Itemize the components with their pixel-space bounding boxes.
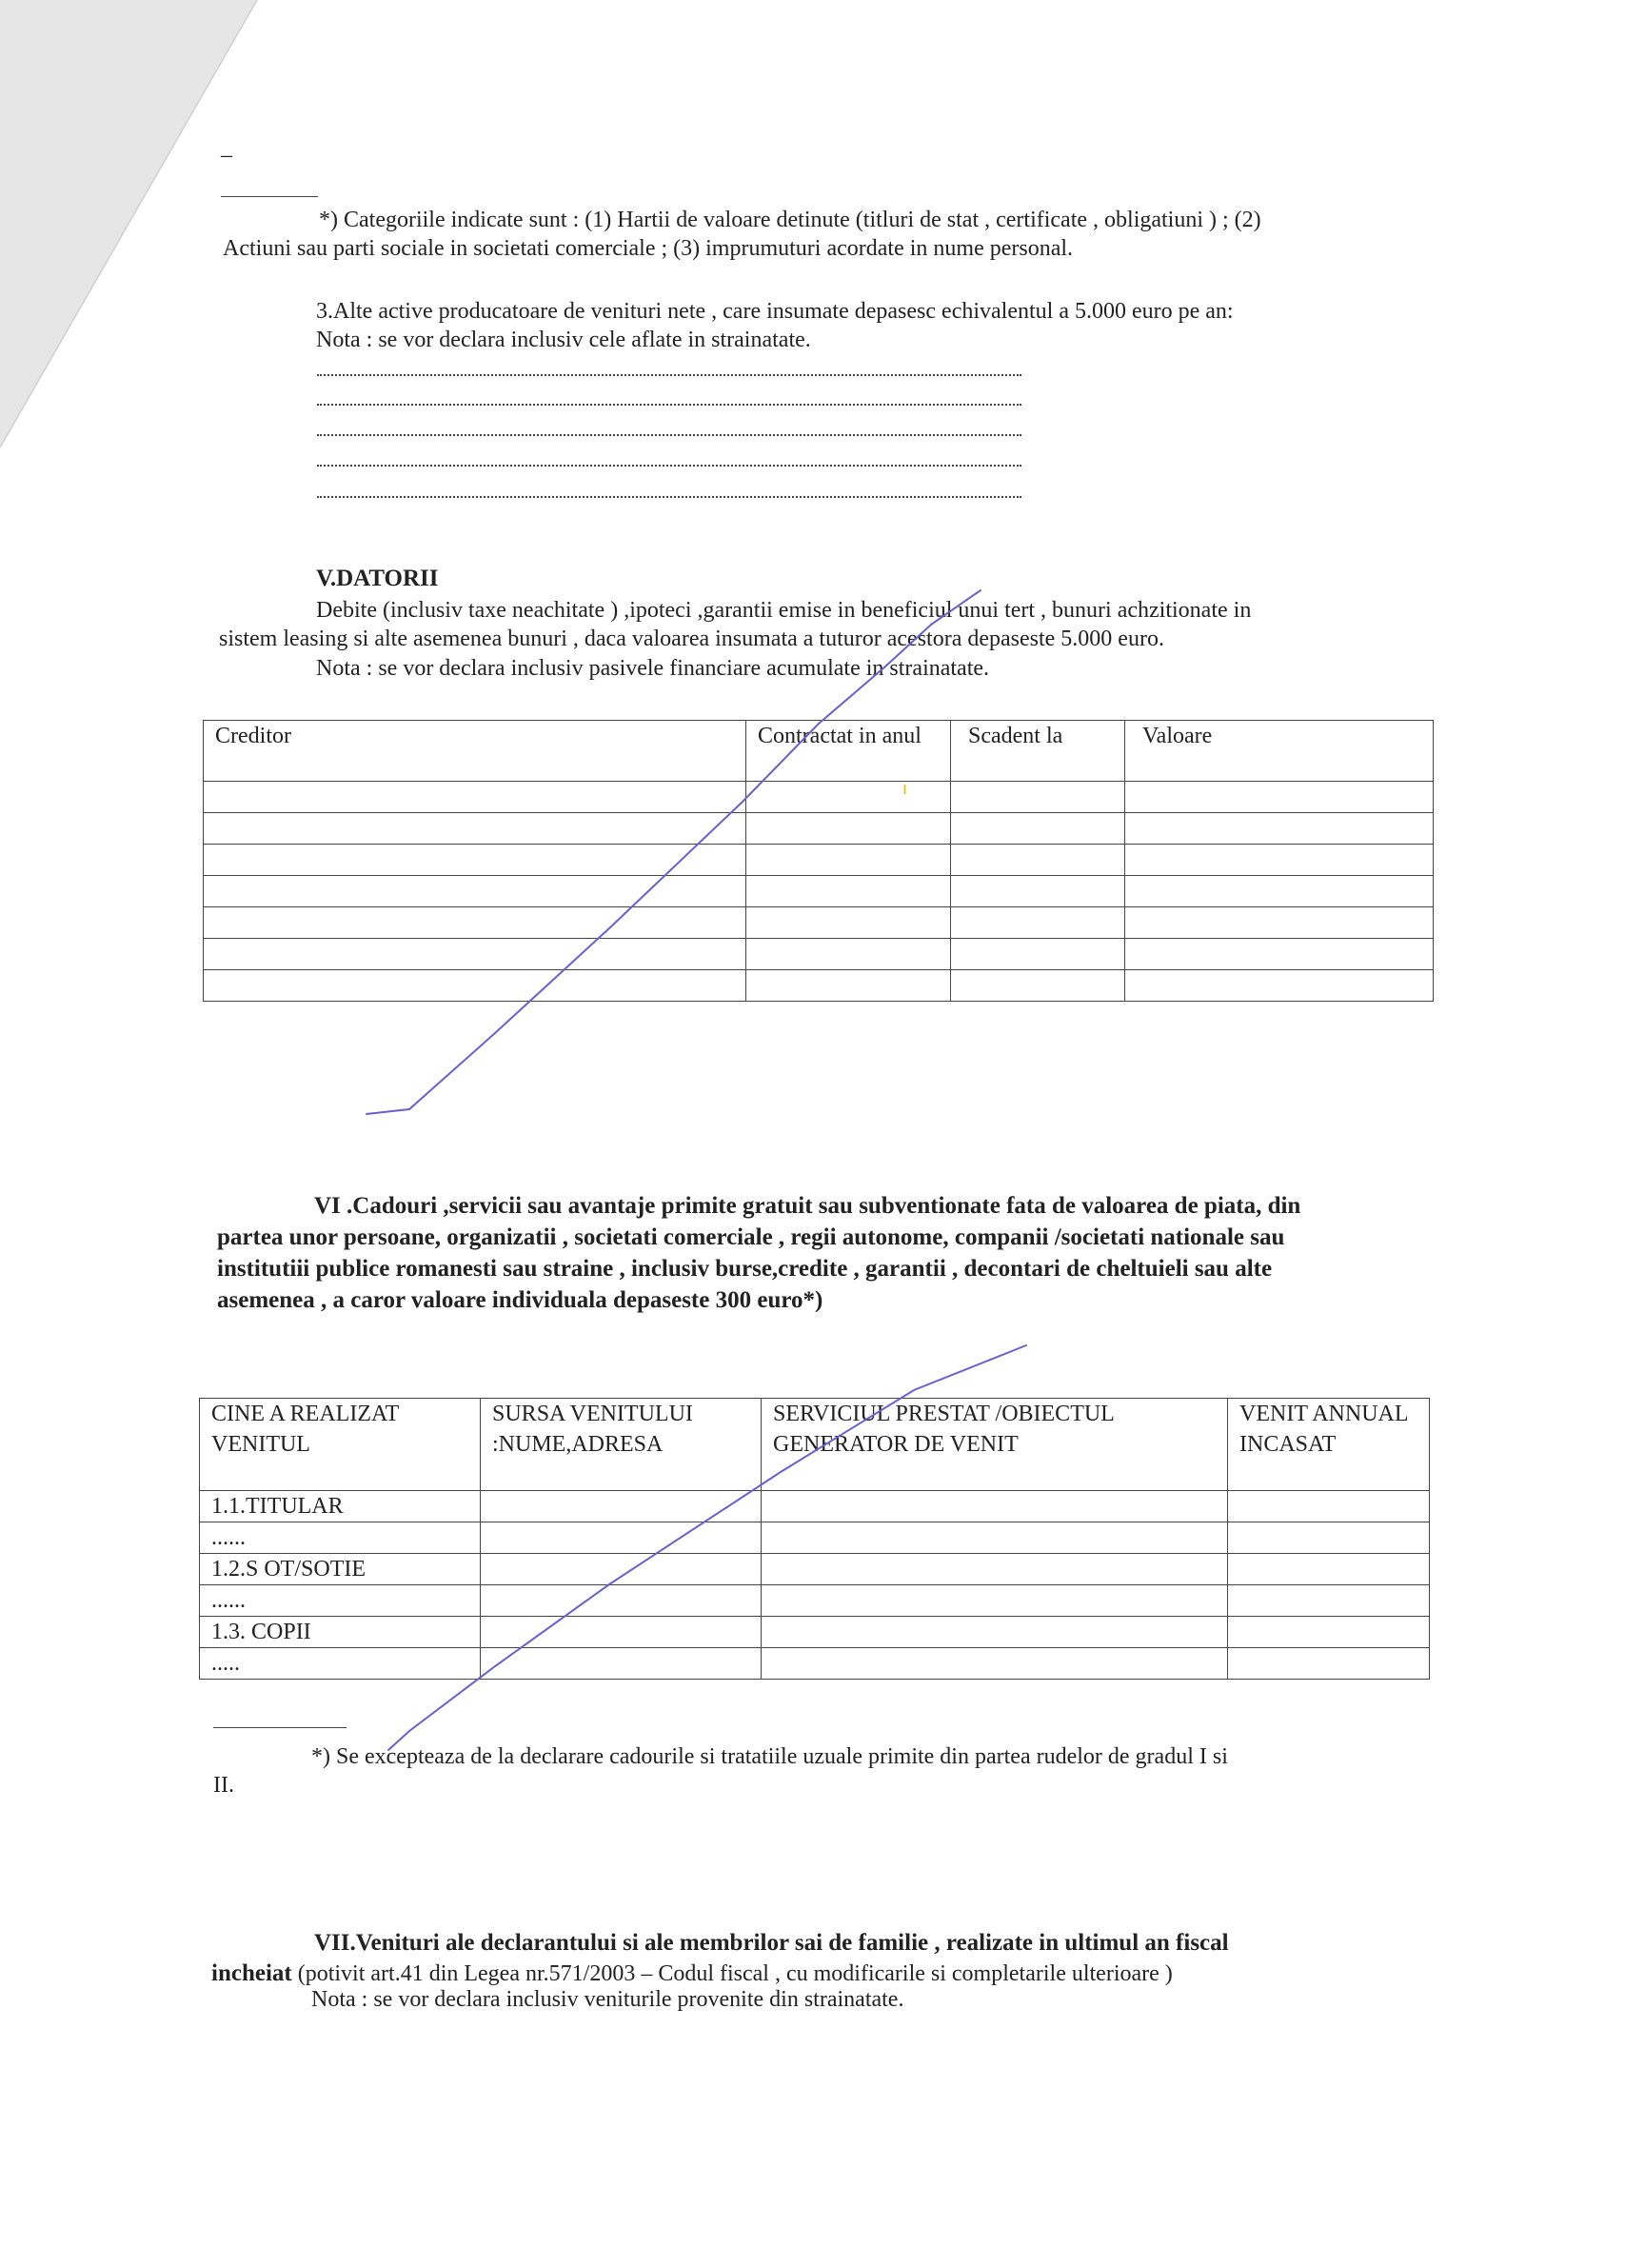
debts-table [203,720,1434,1002]
dotted-line-1 [317,374,1021,376]
table-row [200,1491,1430,1522]
table-row [200,1648,1430,1680]
table-row [204,939,1434,970]
header-sursa: SURSA VENITULUI :NUME,ADRESA [481,1399,762,1491]
section-vi-line3: institutiii publice romanesti sau straine , inclusiv burse,credite , garantii , decontari de cheltuieli sau alte [217,1256,1273,1282]
footnote-vi-rule [213,1727,347,1728]
section-vi-line1: VI .Cadouri ,servicii sau avantaje primite gratuit sau subventionate fata de valoarea de piata, din [314,1193,1301,1219]
header-venit: VENIT ANNUAL INCASAT [1228,1399,1430,1491]
section-v-heading: V.DATORII [316,566,439,591]
footnote-top-line1: *) Categoriile indicate sunt : (1) Hartii de valoare detinute (titluri de stat , certificate , obligatiuni ) ; (2) [319,208,1261,232]
table-row [204,970,1434,1002]
table-row [200,1522,1430,1554]
gifts-header-row [200,1399,1430,1491]
header-scadent: Scadent la [951,721,1125,782]
section-vii-line1: VII.Venituri ale declarantului si ale membrilor sai de familie , realizate in ultimul an fiscal [314,1930,1229,1956]
section-v-nota: Nota : se vor declara inclusiv pasivele financiare acumulate in strainatate. [316,656,990,681]
table-row [204,782,1434,813]
dotted-line-3 [317,434,1021,436]
table-row [204,907,1434,939]
debts-header-row [204,721,1434,782]
assets-nota: Nota : se vor declara inclusiv cele aflate in strainatate. [316,328,811,352]
header-contractat: Contractat in anul [746,721,951,782]
row-label: ...... [200,1585,481,1617]
section-vii-incheiat: incheiat [211,1960,292,1986]
header-valoare: Valoare [1125,721,1434,782]
section-vi-line4: asemenea , a caror valoare individuala depaseste 300 euro*) [217,1287,823,1313]
footnote-vi-line1: *) Se excepteaza de la declarare cadourile si tratatiile uzuale primite din partea rudelor de gradul I si [311,1744,1228,1769]
section-vii-line2-rest: (potivit art.41 din Legea nr.571/2003 – Codul fiscal , cu modificarile si completarile ulterioare ) [291,1961,1173,1986]
table-row [200,1585,1430,1617]
footnote-rule [221,196,318,197]
table-row [204,845,1434,876]
dotted-line-2 [317,404,1021,406]
table-row [200,1554,1430,1585]
assets-line1: 3.Alte active producatoare de venituri nete , care insumate depasesc echivalentul a 5.000 euro pe an: [316,299,1234,324]
row-label: 1.2.S OT/SOTIE [200,1554,481,1585]
row-label: 1.3. COPII [200,1617,481,1648]
header-creditor: Creditor [204,721,746,782]
section-vi-line2: partea unor persoane, organizatii , societati comerciale , regii autonome, companii /societati nationale sau [217,1224,1285,1250]
dotted-line-4 [317,465,1021,467]
section-vii-line2 [211,1958,1173,1989]
row-label: ...... [200,1522,481,1554]
scan-corner-shadow [0,0,286,457]
table-row [200,1617,1430,1648]
row-label: 1.1.TITULAR [200,1491,481,1522]
section-v-para-line2: sistem leasing si alte asemenea bunuri , daca valoarea insumata a tuturor acestora depaseste 5.000 euro. [219,627,1164,651]
section-vii-nota: Nota : se vor declara inclusiv veniturile provenite din strainatate. [311,1987,904,2012]
gifts-table [199,1398,1430,1680]
section-v-para-line1: Debite (inclusiv taxe neachitate ) ,ipoteci ,garantii emise in beneficiul unui tert , bunuri achzitionate in [316,598,1252,623]
header-serviciul: SERVICIUL PRESTAT /OBIECTUL GENERATOR DE VENIT [762,1399,1228,1491]
table-row [204,876,1434,907]
row-label: ..... [200,1648,481,1680]
pen-dot-mark: ı [902,779,908,799]
dotted-line-5 [317,496,1021,498]
table-row [204,813,1434,845]
footnote-top-line2: Actiuni sau parti sociale in societati comerciale ; (3) imprumuturi acordate in nume personal. [223,236,1074,261]
dash-mark: – [221,143,232,168]
header-cine: CINE A REALIZAT VENITUL [200,1399,481,1491]
footnote-vi-line2: II. [213,1773,234,1798]
